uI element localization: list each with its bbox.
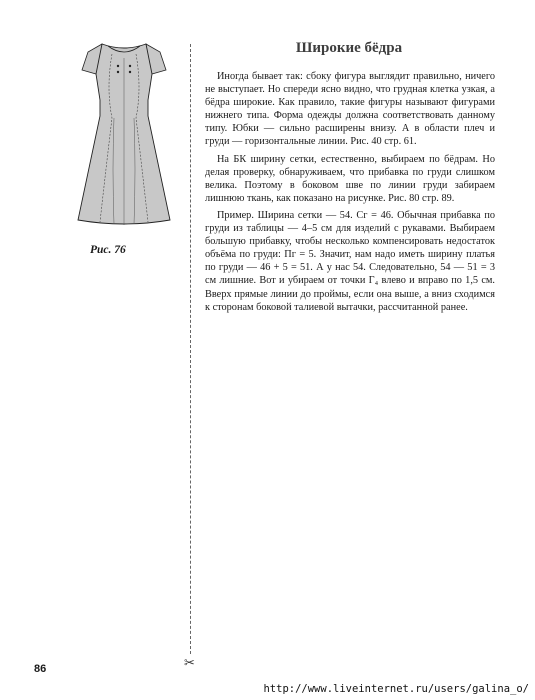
cut-line-divider	[190, 44, 191, 654]
dress-illustration	[74, 38, 174, 228]
footer-url[interactable]: http://www.liveinternet.ru/users/galina_o/	[263, 683, 529, 695]
paragraph: Иногда бывает так: сбоку фигура выглядит правильно, ничего не выступает. Но спереди ясно видно, что грудная клетка узкая, а бёдра широкие. Как правило, такие фигуры называют фигурами нижнего типа. Форма одежды должна соответствовать данному типу. Юбки — сильно расширены внизу. А в области плеч и груди — горизонтальные линии. Рис. 40 стр. 61.	[205, 71, 495, 148]
scissors-icon: ✂	[184, 655, 195, 670]
button	[129, 65, 131, 67]
button	[117, 65, 119, 67]
paragraph: На БК ширину сетки, естественно, выбираем по бёдрам. Но делая проверку, обнаруживаем, что прибавка по груди слишком велика. Поэтому в боковом шве по линии груди забираем лишнюю ткань, как показано на рисунке. Рис. 80 стр. 89.	[205, 153, 495, 204]
paragraph: Пример. Ширина сетки — 54. Сг = 46. Обычная прибавка по груди из таблицы — 4–5 см для изделий с рукавами. Выбираем большую прибавку, чтобы несколько компенсировать недостаток объёма по груди: Пг = 5. Значит, нам надо иметь ширину платья по груди — 46 + 5 = 51. А у нас 54. Следовательно, 54 — 51 = 3 см лишние. Вот и убираем от точки Г₄ влево и вправо по 1,5 см. Вверх прямые линии до проймы, если она выше, а вниз сходимся к сторонам боковой талиевой вытачки, рассчитанной ранее.	[205, 209, 495, 313]
button	[117, 71, 119, 73]
page-number: 86	[34, 663, 47, 675]
body-text	[205, 70, 495, 318]
figure-caption: Рис. 76	[90, 244, 126, 256]
section-title: Широкие бёдра	[295, 40, 403, 56]
button	[129, 71, 131, 73]
